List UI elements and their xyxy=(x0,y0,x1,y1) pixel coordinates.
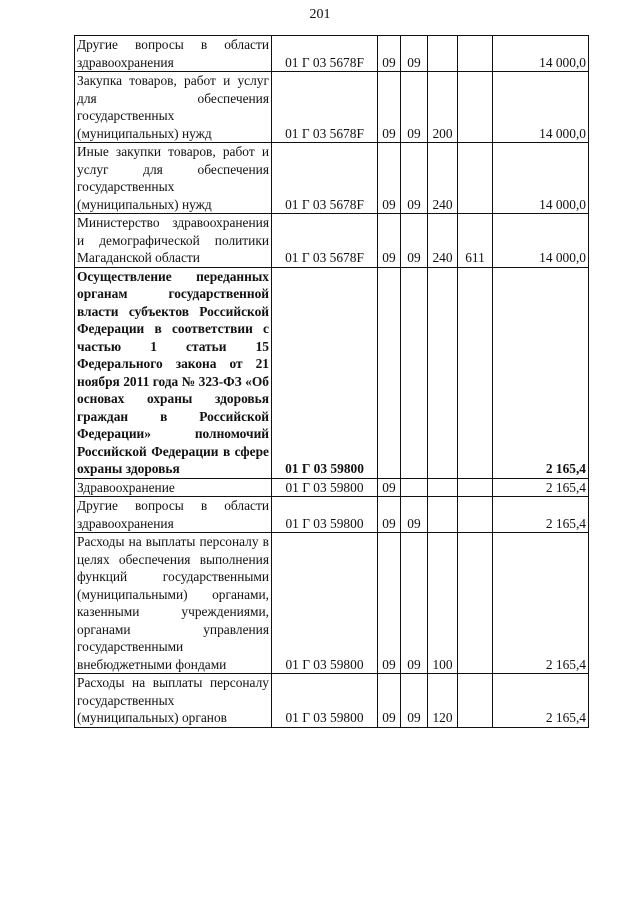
section-code: 09 xyxy=(378,143,401,214)
target-article-code: 01 Г 03 59800 xyxy=(272,267,378,478)
table-row xyxy=(75,533,589,674)
row-name: Другие вопросы в области здравоохранения xyxy=(75,36,272,72)
page-number: 201 xyxy=(309,7,331,22)
amount-value: 2 165,4 xyxy=(493,674,589,728)
amount-value: 14 000,0 xyxy=(493,72,589,143)
section-code: 09 xyxy=(378,478,401,497)
amount-value: 2 165,4 xyxy=(493,497,589,533)
department-code xyxy=(458,478,493,497)
row-name: Осуществление переданных органам государственной власти субъектов Российской Федерации в соответствии с частью 1 статьи 15 Федерального закона от 21 ноября 2011 года № 323-ФЗ «Об основах охраны здоровья граждан в Российской Федерации» полномочий Российской Федерации в сфере охраны здоровья xyxy=(75,267,272,478)
expense-type-code: 120 xyxy=(428,674,458,728)
section-code: 09 xyxy=(378,36,401,72)
section-code: 09 xyxy=(378,497,401,533)
amount-value: 14 000,0 xyxy=(493,143,589,214)
target-article-code: 01 Г 03 59800 xyxy=(272,497,378,533)
table-row xyxy=(75,478,589,497)
amount-value: 14 000,0 xyxy=(493,36,589,72)
row-name: Другие вопросы в области здравоохранения xyxy=(75,497,272,533)
target-article-code: 01 Г 03 5678F xyxy=(272,36,378,72)
row-name: Расходы на выплаты персоналу в целях обеспечения выполнения функций государственными (муниципальными) органами, казенными учреждениями, органами управления государственными внебюджетными фондами xyxy=(75,533,272,674)
section-code xyxy=(378,267,401,478)
amount-value: 2 165,4 xyxy=(493,478,589,497)
table-body xyxy=(75,36,589,728)
row-name: Закупка товаров, работ и услуг для обеспечения государственных (муниципальных) нужд xyxy=(75,72,272,143)
amount-value: 2 165,4 xyxy=(493,533,589,674)
expense-type-code: 100 xyxy=(428,533,458,674)
row-name: Министерство здравоохранения и демографической политики Магаданской области xyxy=(75,214,272,268)
department-code xyxy=(458,674,493,728)
table-row xyxy=(75,143,589,214)
department-code xyxy=(458,72,493,143)
row-name: Здравоохранение xyxy=(75,478,272,497)
subsection-code: 09 xyxy=(401,497,428,533)
subsection-code xyxy=(401,267,428,478)
expense-type-code: 240 xyxy=(428,143,458,214)
target-article-code: 01 Г 03 59800 xyxy=(272,674,378,728)
section-code: 09 xyxy=(378,533,401,674)
row-name: Расходы на выплаты персоналу государственных (муниципальных) органов xyxy=(75,674,272,728)
target-article-code: 01 Г 03 59800 xyxy=(272,533,378,674)
department-code xyxy=(458,497,493,533)
target-article-code: 01 Г 03 5678F xyxy=(272,143,378,214)
department-code xyxy=(458,36,493,72)
target-article-code: 01 Г 03 5678F xyxy=(272,214,378,268)
table-row xyxy=(75,497,589,533)
expense-type-code xyxy=(428,497,458,533)
subsection-code: 09 xyxy=(401,72,428,143)
table-row xyxy=(75,267,589,478)
expense-type-code xyxy=(428,36,458,72)
expense-type-code xyxy=(428,478,458,497)
subsection-code: 09 xyxy=(401,143,428,214)
department-code xyxy=(458,267,493,478)
subsection-code xyxy=(401,478,428,497)
subsection-code: 09 xyxy=(401,533,428,674)
amount-value: 2 165,4 xyxy=(493,267,589,478)
subsection-code: 09 xyxy=(401,36,428,72)
budget-table xyxy=(74,35,589,728)
section-code: 09 xyxy=(378,214,401,268)
subsection-code: 09 xyxy=(401,674,428,728)
department-code: 611 xyxy=(458,214,493,268)
target-article-code: 01 Г 03 59800 xyxy=(272,478,378,497)
table-row xyxy=(75,36,589,72)
table-row xyxy=(75,674,589,728)
department-code xyxy=(458,533,493,674)
section-code: 09 xyxy=(378,72,401,143)
section-code: 09 xyxy=(378,674,401,728)
amount-value: 14 000,0 xyxy=(493,214,589,268)
row-name: Иные закупки товаров, работ и услуг для обеспечения государственных (муниципальных) нужд xyxy=(75,143,272,214)
expense-type-code: 240 xyxy=(428,214,458,268)
table-row xyxy=(75,72,589,143)
expense-type-code: 200 xyxy=(428,72,458,143)
subsection-code: 09 xyxy=(401,214,428,268)
target-article-code: 01 Г 03 5678F xyxy=(272,72,378,143)
department-code xyxy=(458,143,493,214)
expense-type-code xyxy=(428,267,458,478)
table-row xyxy=(75,214,589,268)
